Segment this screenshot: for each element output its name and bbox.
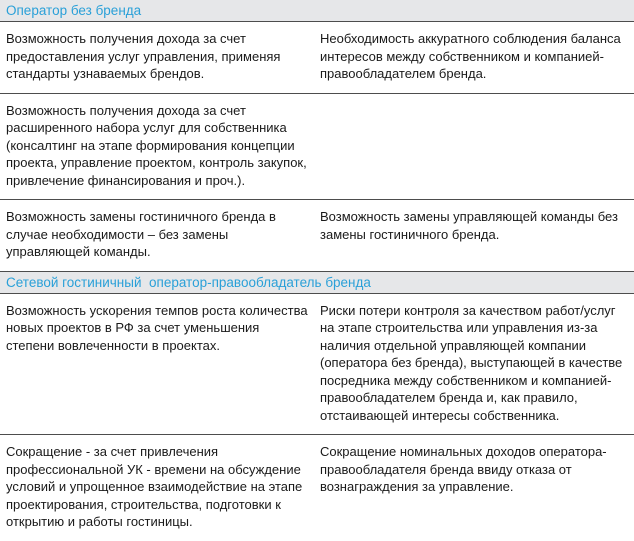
cell-advantage: Возможность получения дохода за счет расширенного набора услуг для собственника (консалтинг на этапе формирования концепции проекта, управление проектом, контроль закупок, привлечение финансирования и проч.). bbox=[6, 102, 307, 188]
table-row bbox=[0, 293, 634, 436]
cell-risk bbox=[316, 94, 634, 200]
cell-advantage: Возможность получения дохода за счет предоставления услуг управления, применяя стандарты узнаваемых брендов. bbox=[6, 31, 281, 81]
section-header-brand-owner-operator: Сетевой гостиничный оператор-правообладатель бренда bbox=[0, 272, 634, 293]
cell-advantage: Возможность замены гостиничного бренда в случае необходимости – без замены управляющей команды. bbox=[6, 209, 276, 259]
table-row bbox=[0, 200, 634, 272]
table-row bbox=[0, 94, 634, 201]
table-row bbox=[0, 21, 634, 94]
cell-risk: Возможность замены управляющей команды без замены гостиничного бренда. bbox=[320, 209, 618, 242]
cell-risk: Необходимость аккуратного соблюдения баланса интересов между собственником и компанией-правообладателем бренда. bbox=[320, 31, 621, 81]
cell-advantage: Сокращение - за счет привлечения профессиональной УК - времени на обсуждение условий и упрощенное взаимодействие на этапе проектирования, строительства, подготовки к открытию и работы гостиницы. bbox=[6, 444, 303, 529]
cell-risk: Сокращение номинальных доходов оператора-правообладателя бренда ввиду отказа от вознаграждения за управление. bbox=[320, 444, 607, 494]
cell-advantage: Возможность ускорения темпов роста количества новых проектов в РФ за счет уменьшения степени вовлеченности в проектах. bbox=[6, 302, 308, 353]
table-row bbox=[0, 435, 634, 541]
section-header-unbranded-operator: Оператор без бренда bbox=[0, 0, 634, 21]
cell-risk: Риски потери контроля за качеством работ/услуг на этапе строительства или управления из-за наличия отдельной управляющей компании (оператора без бренда), выступающей в качестве посредника между собственником и компанией-правообладателем бренда и, как правило, отстаивающей интересы собственника. bbox=[320, 302, 623, 423]
